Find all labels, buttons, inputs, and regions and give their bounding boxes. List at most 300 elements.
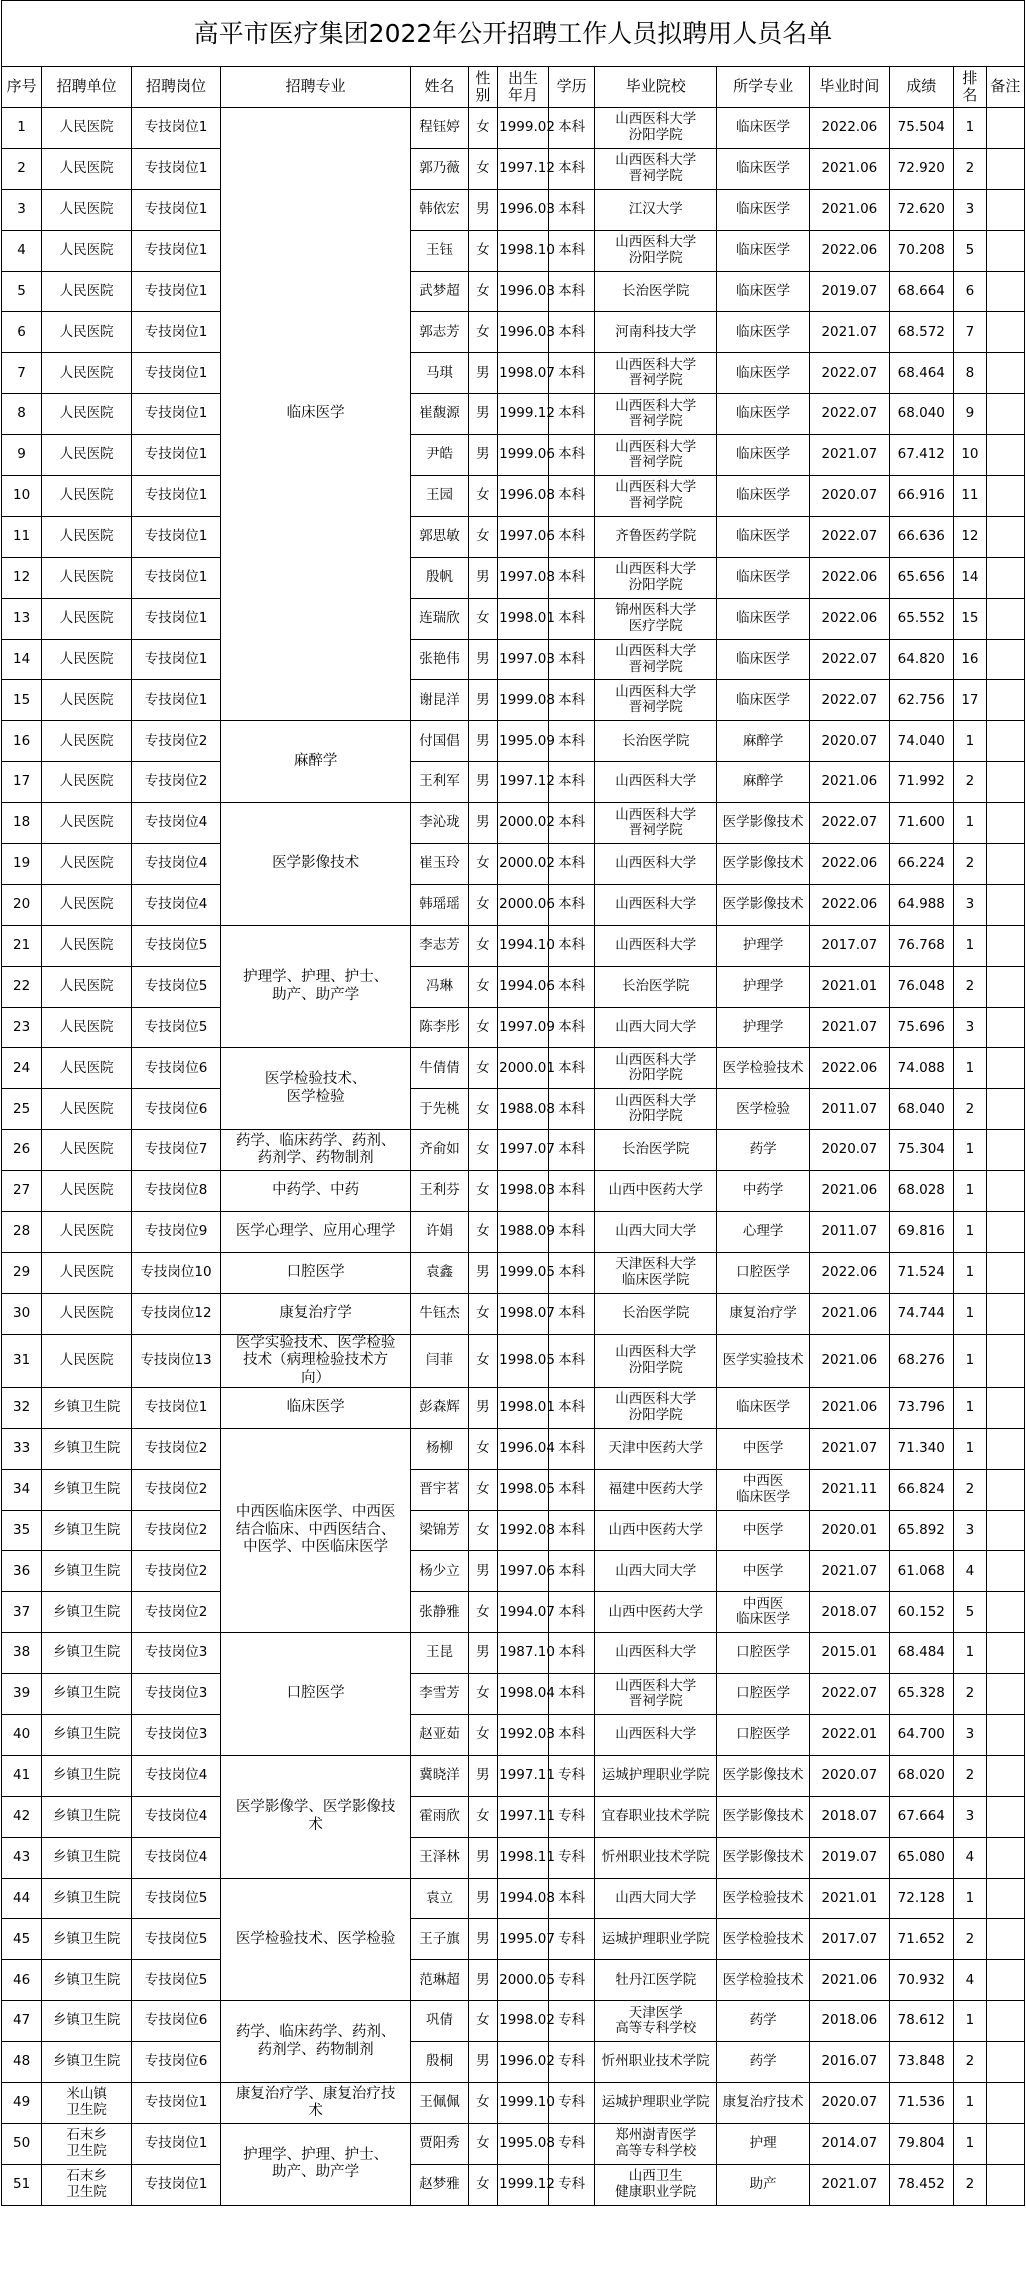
name-cell: 赵亚茹 — [411, 1715, 468, 1756]
rank-cell: 2 — [954, 762, 987, 803]
gender-cell: 女 — [468, 2123, 498, 2164]
specialty-cell: 医学实验技术 — [717, 1334, 810, 1387]
remark-cell — [986, 1007, 1024, 1048]
graduation-cell: 2011.07 — [810, 1089, 889, 1130]
seq-cell: 10 — [2, 476, 42, 517]
rank-cell: 7 — [954, 312, 987, 353]
specialty-cell: 口腔医学 — [717, 1674, 810, 1715]
birth-cell: 1995.07 — [498, 1919, 549, 1960]
birth-cell: 1992.08 — [498, 1510, 549, 1551]
name-cell: 王子旗 — [411, 1919, 468, 1960]
gender-cell: 男 — [468, 1387, 498, 1428]
gender-cell: 女 — [468, 271, 498, 312]
gender-cell: 女 — [468, 1592, 498, 1633]
graduation-cell: 2021.06 — [810, 148, 889, 189]
seq-cell: 31 — [2, 1334, 42, 1387]
seq-cell: 46 — [2, 1960, 42, 2001]
unit-cell: 人民医院 — [42, 1171, 132, 1212]
seq-cell: 34 — [2, 1469, 42, 1510]
rank-cell: 8 — [954, 353, 987, 394]
birth-cell: 1996.04 — [498, 1428, 549, 1469]
major-cell: 医学实验技术、医学检验 技术（病理检验技术方 向） — [220, 1334, 410, 1387]
education-cell: 本科 — [548, 148, 595, 189]
seq-cell: 40 — [2, 1715, 42, 1756]
score-cell: 68.040 — [889, 1089, 954, 1130]
post-cell: 专技岗位1 — [132, 108, 221, 149]
education-cell: 本科 — [548, 394, 595, 435]
remark-cell — [986, 148, 1024, 189]
remark-cell — [986, 1592, 1024, 1633]
specialty-cell: 临床医学 — [717, 476, 810, 517]
birth-cell: 1998.04 — [498, 1674, 549, 1715]
birth-cell: 1997.06 — [498, 516, 549, 557]
graduation-cell: 2021.06 — [810, 1171, 889, 1212]
seq-cell: 26 — [2, 1130, 42, 1171]
name-cell: 霍雨欣 — [411, 1796, 468, 1837]
remark-cell — [986, 271, 1024, 312]
birth-cell: 1998.05 — [498, 1469, 549, 1510]
name-cell: 崔玉玲 — [411, 844, 468, 885]
remark-cell — [986, 1878, 1024, 1919]
unit-cell: 人民医院 — [42, 148, 132, 189]
table-row — [2, 1633, 1025, 1674]
specialty-cell: 临床医学 — [717, 680, 810, 721]
rank-cell: 3 — [954, 1715, 987, 1756]
seq-cell: 20 — [2, 884, 42, 925]
unit-cell: 人民医院 — [42, 639, 132, 680]
unit-cell: 人民医院 — [42, 1293, 132, 1334]
birth-cell: 1999.12 — [498, 2164, 549, 2205]
education-cell: 本科 — [548, 1334, 595, 1387]
birth-cell: 2000.01 — [498, 1048, 549, 1089]
birth-cell: 1995.09 — [498, 721, 549, 762]
gender-cell: 男 — [468, 557, 498, 598]
graduation-cell: 2019.07 — [810, 1837, 889, 1878]
gender-cell: 女 — [468, 230, 498, 271]
graduation-cell: 2022.06 — [810, 844, 889, 885]
school-cell: 山西医科大学 晋祠学院 — [595, 148, 717, 189]
remark-cell — [986, 1960, 1024, 2001]
table-row — [2, 2083, 1025, 2124]
remark-cell — [986, 2164, 1024, 2205]
rank-cell: 3 — [954, 1510, 987, 1551]
score-cell: 75.696 — [889, 1007, 954, 1048]
score-cell: 78.612 — [889, 2001, 954, 2042]
name-cell: 郭思敏 — [411, 516, 468, 557]
gender-cell: 女 — [468, 844, 498, 885]
personnel-table — [1, 66, 1025, 2206]
remark-cell — [986, 966, 1024, 1007]
column-header: 备注 — [986, 67, 1024, 108]
gender-cell: 女 — [468, 1510, 498, 1551]
gender-cell: 男 — [468, 1252, 498, 1293]
school-cell: 山西医科大学 汾阳学院 — [595, 557, 717, 598]
seq-cell: 9 — [2, 435, 42, 476]
name-cell: 闫菲 — [411, 1334, 468, 1387]
table-row — [2, 312, 1025, 353]
school-cell: 山西医科大学 晋祠学院 — [595, 680, 717, 721]
score-cell: 68.276 — [889, 1334, 954, 1387]
name-cell: 郭志芳 — [411, 312, 468, 353]
birth-cell: 1994.07 — [498, 1592, 549, 1633]
unit-cell: 乡镇卫生院 — [42, 1674, 132, 1715]
major-cell: 中西医临床医学、中西医 结合临床、中西医结合、 中医学、中医临床医学 — [220, 1428, 410, 1632]
unit-cell: 人民医院 — [42, 1252, 132, 1293]
education-cell: 本科 — [548, 966, 595, 1007]
school-cell: 山西医科大学 汾阳学院 — [595, 108, 717, 149]
education-cell: 专科 — [548, 2164, 595, 2205]
remark-cell — [986, 1796, 1024, 1837]
rank-cell: 2 — [954, 148, 987, 189]
column-header: 招聘专业 — [220, 67, 410, 108]
post-cell: 专技岗位2 — [132, 762, 221, 803]
unit-cell: 人民医院 — [42, 925, 132, 966]
score-cell: 73.796 — [889, 1387, 954, 1428]
post-cell: 专技岗位6 — [132, 1048, 221, 1089]
score-cell: 68.664 — [889, 271, 954, 312]
table-header-row — [2, 67, 1025, 108]
unit-cell: 人民医院 — [42, 108, 132, 149]
unit-cell: 人民医院 — [42, 394, 132, 435]
unit-cell: 人民医院 — [42, 516, 132, 557]
name-cell: 杨柳 — [411, 1428, 468, 1469]
unit-cell: 乡镇卫生院 — [42, 1592, 132, 1633]
rank-cell: 1 — [954, 1171, 987, 1212]
table-row — [2, 1428, 1025, 1469]
birth-cell: 1997.06 — [498, 1551, 549, 1592]
seq-cell: 23 — [2, 1007, 42, 1048]
table-row — [2, 1837, 1025, 1878]
education-cell: 专科 — [548, 1837, 595, 1878]
post-cell: 专技岗位2 — [132, 1551, 221, 1592]
school-cell: 山西医科大学 晋祠学院 — [595, 639, 717, 680]
unit-cell: 人民医院 — [42, 1212, 132, 1253]
table-row — [2, 762, 1025, 803]
school-cell: 山西医科大学 — [595, 1715, 717, 1756]
name-cell: 王泽林 — [411, 1837, 468, 1878]
birth-cell: 1996.08 — [498, 476, 549, 517]
education-cell: 本科 — [548, 721, 595, 762]
education-cell: 本科 — [548, 516, 595, 557]
seq-cell: 22 — [2, 966, 42, 1007]
unit-cell: 人民医院 — [42, 435, 132, 476]
education-cell: 本科 — [548, 108, 595, 149]
table-row — [2, 1551, 1025, 1592]
rank-cell: 14 — [954, 557, 987, 598]
score-cell: 61.068 — [889, 1551, 954, 1592]
graduation-cell: 2022.07 — [810, 516, 889, 557]
major-cell: 医学检验技术、 医学检验 — [220, 1048, 410, 1130]
major-cell: 康复治疗学、康复治疗技 术 — [220, 2083, 410, 2124]
seq-cell: 30 — [2, 1293, 42, 1334]
rank-cell: 4 — [954, 1960, 987, 2001]
remark-cell — [986, 1171, 1024, 1212]
unit-cell: 乡镇卫生院 — [42, 1755, 132, 1796]
school-cell: 忻州职业技术学院 — [595, 1837, 717, 1878]
seq-cell: 11 — [2, 516, 42, 557]
specialty-cell: 药学 — [717, 1130, 810, 1171]
education-cell: 专科 — [548, 1755, 595, 1796]
table-row — [2, 2042, 1025, 2083]
graduation-cell: 2021.07 — [810, 1551, 889, 1592]
post-cell: 专技岗位6 — [132, 1089, 221, 1130]
table-row — [2, 966, 1025, 1007]
score-cell: 71.536 — [889, 2083, 954, 2124]
rank-cell: 2 — [954, 966, 987, 1007]
rank-cell: 2 — [954, 2164, 987, 2205]
rank-cell: 1 — [954, 2123, 987, 2164]
unit-cell: 人民医院 — [42, 312, 132, 353]
name-cell: 冯琳 — [411, 966, 468, 1007]
score-cell: 73.848 — [889, 2042, 954, 2083]
post-cell: 专技岗位3 — [132, 1633, 221, 1674]
name-cell: 张静雅 — [411, 1592, 468, 1633]
education-cell: 本科 — [548, 1130, 595, 1171]
education-cell: 本科 — [548, 1007, 595, 1048]
rank-cell: 1 — [954, 1428, 987, 1469]
remark-cell — [986, 2001, 1024, 2042]
rank-cell: 1 — [954, 1048, 987, 1089]
table-row — [2, 1715, 1025, 1756]
specialty-cell: 临床医学 — [717, 516, 810, 557]
post-cell: 专技岗位8 — [132, 1171, 221, 1212]
graduation-cell: 2011.07 — [810, 1212, 889, 1253]
specialty-cell: 康复治疗学 — [717, 1293, 810, 1334]
name-cell: 贾阳秀 — [411, 2123, 468, 2164]
rank-cell: 4 — [954, 1837, 987, 1878]
school-cell: 郑州澍青医学 高等专科学校 — [595, 2123, 717, 2164]
school-cell: 山西医科大学 汾阳学院 — [595, 230, 717, 271]
gender-cell: 男 — [468, 189, 498, 230]
graduation-cell: 2020.07 — [810, 1130, 889, 1171]
seq-cell: 3 — [2, 189, 42, 230]
gender-cell: 男 — [468, 1633, 498, 1674]
specialty-cell: 口腔医学 — [717, 1252, 810, 1293]
seq-cell: 49 — [2, 2083, 42, 2124]
birth-cell: 1992.03 — [498, 1715, 549, 1756]
score-cell: 68.572 — [889, 312, 954, 353]
name-cell: 李沁珑 — [411, 803, 468, 844]
post-cell: 专技岗位5 — [132, 966, 221, 1007]
table-row — [2, 1878, 1025, 1919]
post-cell: 专技岗位6 — [132, 2042, 221, 2083]
school-cell: 天津医科大学 临床医学院 — [595, 1252, 717, 1293]
unit-cell: 石末乡 卫生院 — [42, 2123, 132, 2164]
score-cell: 76.768 — [889, 925, 954, 966]
gender-cell: 女 — [468, 2164, 498, 2205]
graduation-cell: 2021.07 — [810, 435, 889, 476]
rank-cell: 2 — [954, 1919, 987, 1960]
name-cell: 武梦超 — [411, 271, 468, 312]
post-cell: 专技岗位4 — [132, 884, 221, 925]
rank-cell: 15 — [954, 598, 987, 639]
graduation-cell: 2020.07 — [810, 476, 889, 517]
remark-cell — [986, 1633, 1024, 1674]
post-cell: 专技岗位1 — [132, 598, 221, 639]
post-cell: 专技岗位4 — [132, 844, 221, 885]
column-header: 性别 — [468, 67, 498, 108]
remark-cell — [986, 762, 1024, 803]
seq-cell: 28 — [2, 1212, 42, 1253]
post-cell: 专技岗位3 — [132, 1715, 221, 1756]
major-cell: 药学、临床药学、药剂、 药剂学、药物制剂 — [220, 1130, 410, 1171]
score-cell: 74.744 — [889, 1293, 954, 1334]
graduation-cell: 2018.06 — [810, 2001, 889, 2042]
specialty-cell: 药学 — [717, 2001, 810, 2042]
remark-cell — [986, 516, 1024, 557]
graduation-cell: 2016.07 — [810, 2042, 889, 2083]
major-cell: 临床医学 — [220, 108, 410, 721]
name-cell: 郭乃薇 — [411, 148, 468, 189]
remark-cell — [986, 1715, 1024, 1756]
post-cell: 专技岗位12 — [132, 1293, 221, 1334]
unit-cell: 人民医院 — [42, 476, 132, 517]
table-row — [2, 230, 1025, 271]
remark-cell — [986, 108, 1024, 149]
graduation-cell: 2022.06 — [810, 1252, 889, 1293]
remark-cell — [986, 435, 1024, 476]
school-cell: 山西大同大学 — [595, 1007, 717, 1048]
score-cell: 71.600 — [889, 803, 954, 844]
gender-cell: 男 — [468, 394, 498, 435]
major-cell: 护理学、护理、护士、 助产、助产学 — [220, 2123, 410, 2205]
graduation-cell: 2021.07 — [810, 1007, 889, 1048]
unit-cell: 人民医院 — [42, 1089, 132, 1130]
unit-cell: 乡镇卫生院 — [42, 1633, 132, 1674]
name-cell: 王佩佩 — [411, 2083, 468, 2124]
gender-cell: 女 — [468, 1089, 498, 1130]
birth-cell: 1997.11 — [498, 1755, 549, 1796]
gender-cell: 女 — [468, 1428, 498, 1469]
seq-cell: 41 — [2, 1755, 42, 1796]
score-cell: 79.804 — [889, 2123, 954, 2164]
rank-cell: 2 — [954, 1089, 987, 1130]
score-cell: 68.040 — [889, 394, 954, 435]
seq-cell: 12 — [2, 557, 42, 598]
graduation-cell: 2015.01 — [810, 1633, 889, 1674]
education-cell: 本科 — [548, 230, 595, 271]
table-row — [2, 1674, 1025, 1715]
seq-cell: 24 — [2, 1048, 42, 1089]
education-cell: 本科 — [548, 884, 595, 925]
specialty-cell: 临床医学 — [717, 230, 810, 271]
unit-cell: 乡镇卫生院 — [42, 1837, 132, 1878]
school-cell: 山西医科大学 晋祠学院 — [595, 1674, 717, 1715]
score-cell: 68.484 — [889, 1633, 954, 1674]
gender-cell: 女 — [468, 1212, 498, 1253]
birth-cell: 1996.03 — [498, 312, 549, 353]
remark-cell — [986, 639, 1024, 680]
remark-cell — [986, 2083, 1024, 2124]
name-cell: 梁锦芳 — [411, 1510, 468, 1551]
specialty-cell: 临床医学 — [717, 394, 810, 435]
post-cell: 专技岗位1 — [132, 148, 221, 189]
gender-cell: 女 — [468, 2001, 498, 2042]
graduation-cell: 2022.06 — [810, 598, 889, 639]
specialty-cell: 临床医学 — [717, 639, 810, 680]
major-cell: 口腔医学 — [220, 1633, 410, 1756]
specialty-cell: 医学检验技术 — [717, 1048, 810, 1089]
major-cell: 医学心理学、应用心理学 — [220, 1212, 410, 1253]
specialty-cell: 麻醉学 — [717, 721, 810, 762]
seq-cell: 32 — [2, 1387, 42, 1428]
gender-cell: 女 — [468, 1674, 498, 1715]
specialty-cell: 临床医学 — [717, 598, 810, 639]
unit-cell: 人民医院 — [42, 1007, 132, 1048]
education-cell: 本科 — [548, 1293, 595, 1334]
major-cell: 护理学、护理、护士、 助产、助产学 — [220, 925, 410, 1048]
specialty-cell: 临床医学 — [717, 312, 810, 353]
remark-cell — [986, 2123, 1024, 2164]
score-cell: 69.816 — [889, 1212, 954, 1253]
score-cell: 72.920 — [889, 148, 954, 189]
name-cell: 袁立 — [411, 1878, 468, 1919]
school-cell: 山西医科大学 — [595, 1633, 717, 1674]
score-cell: 72.620 — [889, 189, 954, 230]
table-row — [2, 557, 1025, 598]
gender-cell: 女 — [468, 925, 498, 966]
score-cell: 75.504 — [889, 108, 954, 149]
remark-cell — [986, 598, 1024, 639]
rank-cell: 3 — [954, 189, 987, 230]
specialty-cell: 康复治疗技术 — [717, 2083, 810, 2124]
specialty-cell: 中医学 — [717, 1510, 810, 1551]
remark-cell — [986, 312, 1024, 353]
score-cell: 60.152 — [889, 1592, 954, 1633]
school-cell: 宜春职业技术学院 — [595, 1796, 717, 1837]
remark-cell — [986, 884, 1024, 925]
remark-cell — [986, 1130, 1024, 1171]
education-cell: 专科 — [548, 2042, 595, 2083]
unit-cell: 人民医院 — [42, 844, 132, 885]
table-row — [2, 1592, 1025, 1633]
rank-cell: 5 — [954, 1592, 987, 1633]
education-cell: 专科 — [548, 2123, 595, 2164]
rank-cell: 1 — [954, 1633, 987, 1674]
specialty-cell: 临床医学 — [717, 271, 810, 312]
school-cell: 福建中医药大学 — [595, 1469, 717, 1510]
unit-cell: 人民医院 — [42, 557, 132, 598]
rank-cell: 1 — [954, 1878, 987, 1919]
rank-cell: 1 — [954, 2001, 987, 2042]
name-cell: 谢昆洋 — [411, 680, 468, 721]
seq-cell: 7 — [2, 353, 42, 394]
education-cell: 本科 — [548, 271, 595, 312]
table-row — [2, 476, 1025, 517]
post-cell: 专技岗位1 — [132, 476, 221, 517]
post-cell: 专技岗位1 — [132, 2123, 221, 2164]
gender-cell: 女 — [468, 516, 498, 557]
unit-cell: 乡镇卫生院 — [42, 1960, 132, 2001]
birth-cell: 1998.07 — [498, 1293, 549, 1334]
gender-cell: 女 — [468, 966, 498, 1007]
gender-cell: 男 — [468, 762, 498, 803]
graduation-cell: 2017.07 — [810, 1919, 889, 1960]
table-row — [2, 2123, 1025, 2164]
table-row — [2, 108, 1025, 149]
unit-cell: 石末乡 卫生院 — [42, 2164, 132, 2205]
column-header: 招聘单位 — [42, 67, 132, 108]
table-row — [2, 1252, 1025, 1293]
birth-cell: 1999.12 — [498, 394, 549, 435]
specialty-cell: 临床医学 — [717, 557, 810, 598]
seq-cell: 18 — [2, 803, 42, 844]
school-cell: 山西中医药大学 — [595, 1510, 717, 1551]
school-cell: 长治医学院 — [595, 1293, 717, 1334]
column-header: 毕业时间 — [810, 67, 889, 108]
score-cell: 70.932 — [889, 1960, 954, 2001]
seq-cell: 17 — [2, 762, 42, 803]
